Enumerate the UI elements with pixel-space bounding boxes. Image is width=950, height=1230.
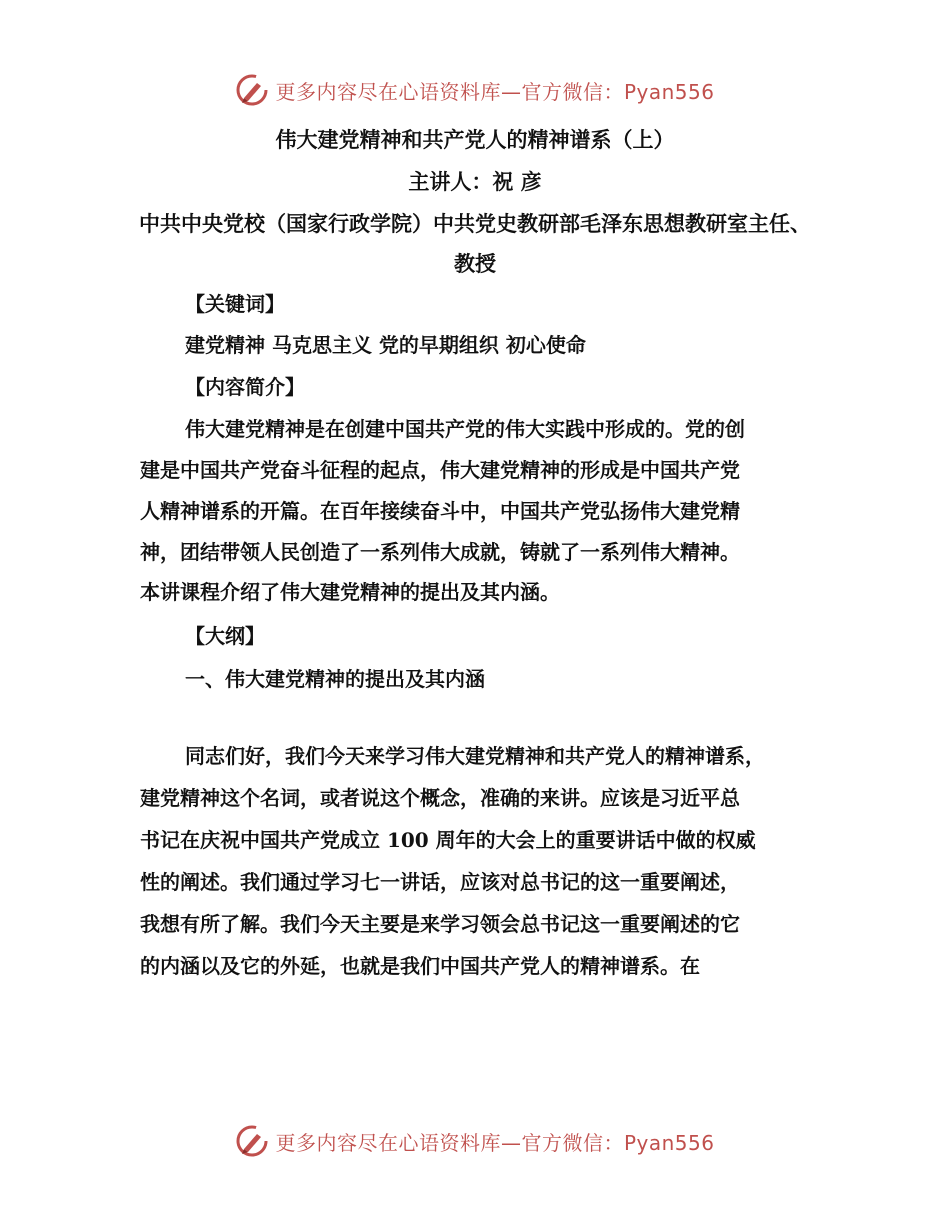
body-line: 书记在庆祝中国共产党成立 100 周年的大会上的重要讲话中做的权威 [140, 828, 756, 852]
summary-line: 神，团结带领人民创造了一系列伟大成就，铸就了一系列伟大精神。 [140, 540, 740, 564]
pen-logo-icon [235, 1124, 269, 1158]
body-line: 同志们好，我们今天来学习伟大建党精神和共产党人的精神谱系， [185, 744, 765, 768]
speaker-affiliation: 中共中央党校（国家行政学院）中共党史教研部毛泽东思想教研室主任、教授 [139, 211, 811, 276]
body-line: 性的阐述。我们通过学习七一讲话，应该对总书记的这一重要阐述， [140, 870, 740, 894]
keywords-text: 建党精神 马克思主义 党的早期组织 初心使命 [185, 333, 586, 357]
body-line: 的内涵以及它的外延，也就是我们中国共产党人的精神谱系。在 [140, 954, 700, 978]
footer-watermark [0, 1121, 950, 1161]
watermark-text: 更多内容尽在心语资料库—官方微信：Pyan556 [275, 79, 715, 104]
body-line: 建党精神这个名词，或者说这个概念，准确的来讲。应该是习近平总 [140, 786, 740, 810]
keywords-heading: 【关键词】 [185, 292, 285, 316]
summary-heading: 【内容简介】 [185, 375, 305, 399]
header-watermark [0, 70, 950, 110]
pen-logo-icon [235, 73, 269, 107]
summary-line: 建是中国共产党奋斗征程的起点，伟大建党精神的形成是中国共产党 [140, 458, 740, 482]
document-title: 伟大建党精神和共产党人的精神谱系（上） [275, 127, 675, 152]
body-line: 我想有所了解。我们今天主要是来学习领会总书记这一重要阐述的它 [140, 912, 740, 936]
watermark-text: 更多内容尽在心语资料库—官方微信：Pyan556 [275, 1130, 715, 1155]
outline-item: 一、伟大建党精神的提出及其内涵 [185, 667, 485, 691]
speaker-line: 主讲人：祝 彦 [408, 169, 542, 194]
summary-line: 伟大建党精神是在创建中国共产党的伟大实践中形成的。党的创 [185, 417, 745, 441]
outline-heading: 【大纲】 [185, 624, 265, 648]
summary-line: 人精神谱系的开篇。在百年接续奋斗中，中国共产党弘扬伟大建党精 [140, 499, 740, 523]
summary-line: 本讲课程介绍了伟大建党精神的提出及其内涵。 [140, 580, 560, 604]
